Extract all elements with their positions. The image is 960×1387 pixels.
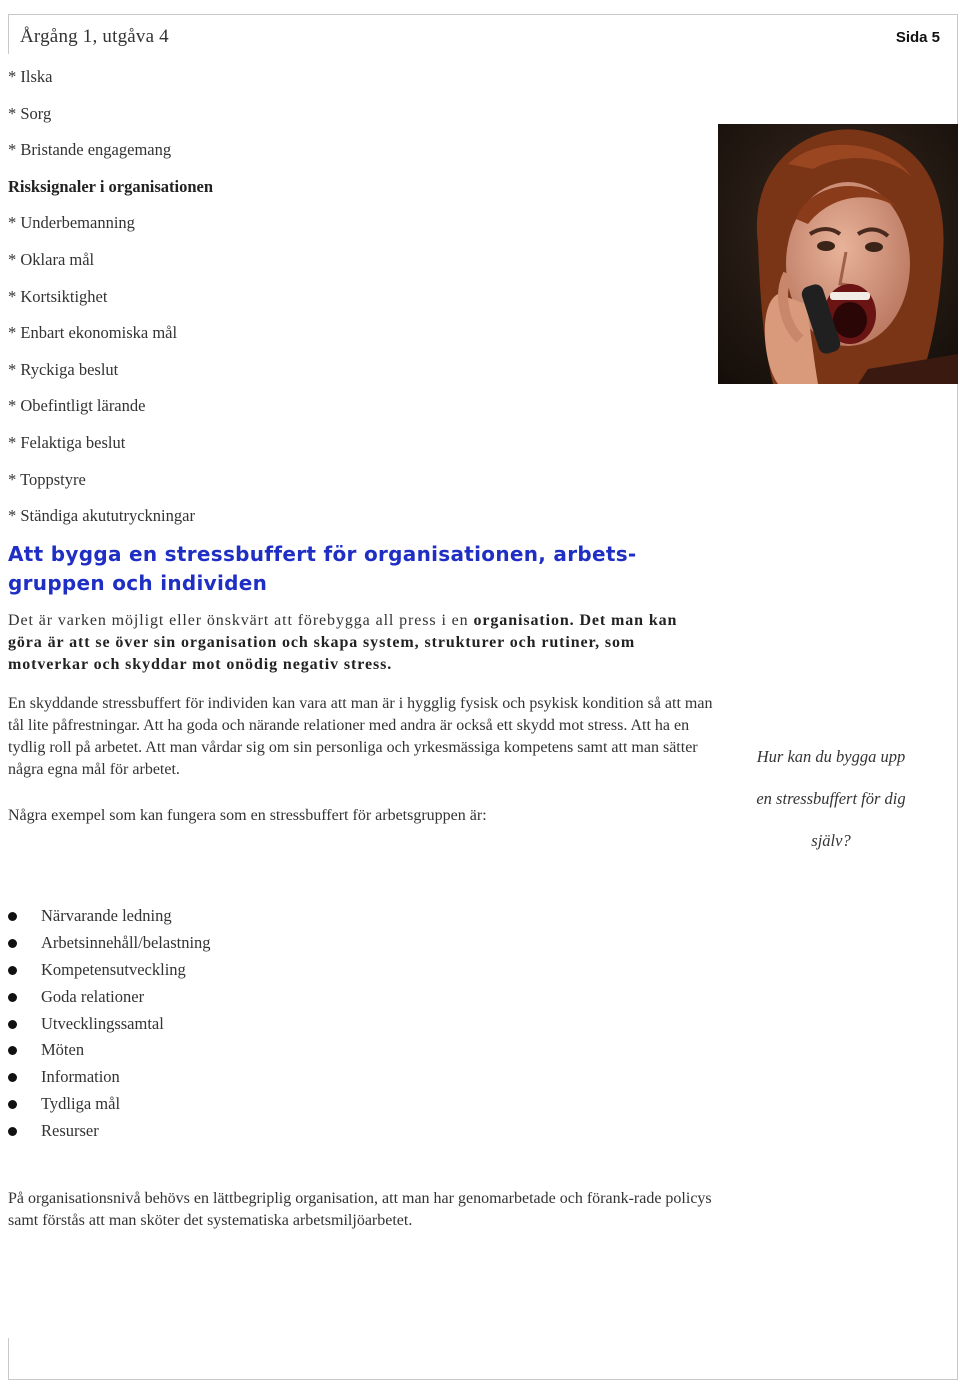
- bullet-icon: [8, 1073, 17, 1082]
- page-frame-top: [8, 14, 958, 15]
- list-item: [8, 957, 211, 984]
- stressed-woman-phone-photo: [718, 124, 958, 384]
- list-item-label: Arbetsinnehåll/belastning: [41, 932, 211, 952]
- bullet-icon: [8, 912, 17, 921]
- bullet-icon: [8, 966, 17, 975]
- bullet-icon: [8, 1046, 17, 1055]
- list-subheading: Risksignaler i organisationen: [8, 176, 214, 196]
- list-item-label: Kompetensutveckling: [41, 959, 186, 979]
- page-frame-bottom-left: [8, 1338, 9, 1379]
- list-line: * Oklara mål: [8, 249, 95, 269]
- list-line: * Bristande engagemang: [8, 140, 172, 160]
- section-heading: Att bygga en stressbuffert för organisationen, arbets-gruppen och individen: [8, 542, 637, 595]
- list-item: [8, 1011, 211, 1038]
- bullet-icon: [8, 1100, 17, 1109]
- list-line: * Obefintligt lärande: [8, 396, 146, 416]
- page-frame-bottom: [8, 1379, 958, 1380]
- list-line: * Toppstyre: [8, 469, 86, 489]
- list-line: * Kortsiktighet: [8, 286, 108, 306]
- page-frame-left: [8, 14, 9, 54]
- list-line: * Ryckiga beslut: [8, 359, 119, 379]
- list-line: * Felaktiga beslut: [8, 432, 126, 452]
- list-item-label: Närvarande ledning: [41, 906, 172, 925]
- issue-label: Årgång 1, utgåva 4: [20, 26, 169, 47]
- list-item-label: Möten: [41, 1040, 85, 1060]
- list-item-label: Tydliga mål: [41, 1094, 121, 1114]
- closing-paragraph: På organisationsnivå behövs en lättbegriplig organisation, att man har genomarbetade och förank-rade policys samt förstås att man sköter det systematiska arbetsmiljöarbetet.: [8, 1190, 712, 1229]
- risk-list: [8, 66, 213, 542]
- list-line: * Enbart ekonomiska mål: [8, 323, 178, 343]
- list-item-label: Utvecklingssamtal: [41, 1013, 164, 1033]
- pull-quote-line: Hur kan du bygga upp: [756, 747, 906, 766]
- list-item: [8, 903, 211, 930]
- list-line: * Underbemanning: [8, 213, 135, 233]
- list-item: [8, 1064, 211, 1091]
- page-number: Sida 5: [895, 29, 940, 46]
- intro-paragraph: [8, 610, 713, 676]
- bullet-icon: [8, 1127, 17, 1136]
- photo-illustration: [718, 124, 958, 384]
- list-item: [8, 1118, 211, 1145]
- pull-quote: [740, 736, 922, 862]
- pull-quote-line: en stressbuffert för dig: [756, 789, 906, 808]
- individual-buffer-paragraph: En skyddande stressbuffert för individen kan vara att man är i hygglig fysisk och psykisk kondition så att man tål lite påfrestningar. Att ha goda och närande relationer med andra är också ett skydd mot stress. Att ha en tydlig roll på arbetet. Att man vårdar sig om sin personliga och yrkesmässiga kompetens samt att man sätter några egna mål för arbetet.: [8, 695, 713, 778]
- bullet-icon: [8, 939, 17, 948]
- list-item-label: Goda relationer: [41, 986, 145, 1006]
- list-item: [8, 984, 211, 1011]
- list-line: * Ilska: [8, 67, 53, 86]
- group-examples-paragraph: Några exempel som kan fungera som en stressbuffert för arbetsgruppen är:: [8, 807, 487, 824]
- intro-normal-text: Det är varken möjligt eller önskvärt att förebygga all press i en: [8, 612, 474, 629]
- list-item: [8, 1037, 211, 1064]
- list-item: [8, 930, 211, 957]
- pull-quote-line: själv?: [811, 831, 851, 850]
- intro-bold-text: organisation. Det man kan göra är att se över sin organisation och skapa system, strukturer och rutiner, som motverkar och skyddar mot onödig negativ stress.: [8, 612, 678, 673]
- list-line: * Ständiga akututryckningar: [8, 506, 195, 526]
- buffer-examples-list: [8, 903, 211, 1145]
- list-line: * Sorg: [8, 103, 52, 123]
- list-item-label: Resurser: [41, 1121, 99, 1141]
- bullet-icon: [8, 1020, 17, 1029]
- list-item-label: Information: [41, 1067, 120, 1087]
- bullet-icon: [8, 993, 17, 1002]
- list-item: [8, 1091, 211, 1118]
